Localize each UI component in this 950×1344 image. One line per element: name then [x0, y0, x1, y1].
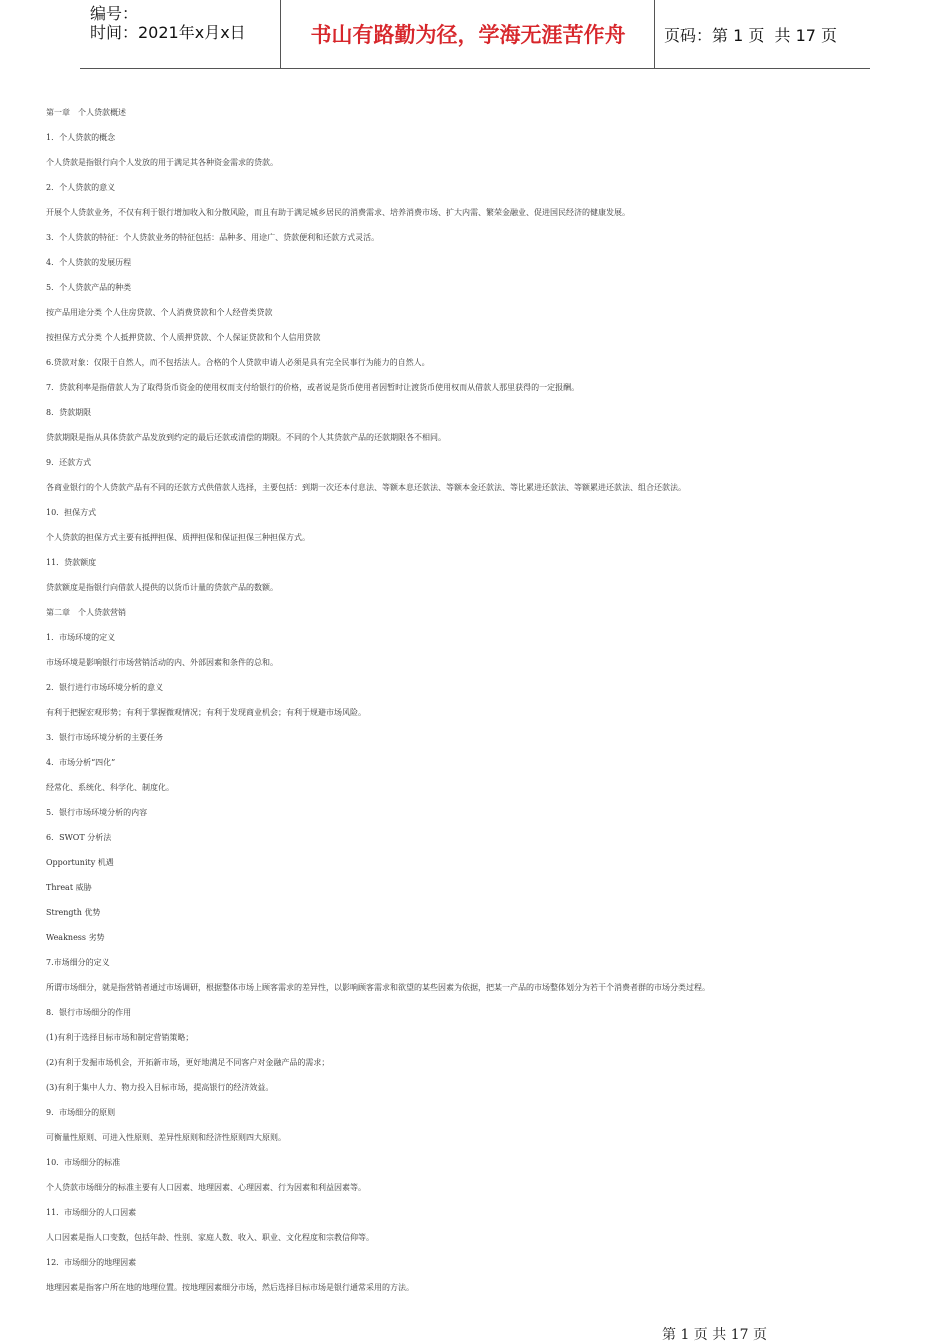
text-line: 8．银行市场细分的作用	[46, 1008, 132, 1017]
text-line: 第一章 个人贷款概述	[46, 108, 126, 117]
document-body	[46, 100, 906, 1300]
text-line: 所谓市场细分，就是指营销者通过市场调研，根据整体市场上顾客需求的差异性，以影响顾客需求和欲望的某些因素为依据，把某一产品的市场整体划分为若干个消费者群的市场分类过程。	[46, 983, 710, 992]
header-page-info: 页码：第 1 页 共 17 页	[664, 25, 838, 45]
text-line: 可衡量性原则、可进入性原则、差异性原则和经济性原则四大原则。	[46, 1133, 286, 1142]
text-line: 8．贷款期限	[46, 408, 92, 417]
text-line: 各商业银行的个人贷款产品有不同的还款方式供借款人选择，主要包括：到期一次还本付息法、等额本息还款法、等额本金还款法、等比累进还款法、等额累进还款法、组合还款法。	[46, 483, 686, 492]
text-line: 11．贷款额度	[46, 558, 97, 567]
text-line: 个人贷款是指银行向个人发放的用于满足其各种资金需求的贷款。	[46, 158, 278, 167]
text-line: Opportunity 机遇	[46, 858, 114, 867]
text-line: 6．SWOT 分析法	[46, 833, 112, 842]
text-line: 10．担保方式	[46, 508, 97, 517]
text-line: 个人贷款市场细分的标准主要有人口因素、地理因素、心理因素、行为因素和利益因素等。	[46, 1183, 366, 1192]
text-line: (3)有利于集中人力、物力投入目标市场，提高银行的经济效益。	[46, 1083, 274, 1092]
header-motto: 书山有路勤为径，学海无涯苦作舟	[310, 23, 626, 47]
text-line: 人口因素是指人口变数，包括年龄、性别、家庭人数、收入、职业、文化程度和宗教信仰等。	[46, 1233, 374, 1242]
number-label: 编号：	[90, 4, 139, 23]
page-footer: 第 1 页 共 17 页	[662, 1327, 767, 1343]
text-line: (2)有利于发掘市场机会，开拓新市场，更好地满足不同客户对金融产品的需求；	[46, 1058, 330, 1067]
text-line: 经常化、系统化、科学化、制度化。	[46, 783, 174, 792]
text-line: 9．还款方式	[46, 458, 92, 467]
text-line: 5．个人贷款产品的种类	[46, 283, 132, 292]
text-line: 3．银行市场环境分析的主要任务	[46, 733, 164, 742]
text-line: 9．市场细分的原则	[46, 1108, 116, 1117]
document-header	[80, 0, 870, 69]
text-line: 贷款期限是指从具体贷款产品发放到约定的最后还款或清偿的期限。不同的个人其贷款产品的还款期限各不相同。	[46, 433, 446, 442]
header-divider	[654, 0, 655, 68]
text-line: 7．贷款利率是指借款人为了取得货币资金的使用权而支付给银行的价格，或者说是货币使用者因暂时让渡货币使用权而从借款人那里获得的一定报酬。	[46, 383, 580, 392]
header-meta	[90, 4, 246, 42]
text-line: 3．个人贷款的特征：个人贷款业务的特征包括：品种多、用途广、贷款便利和还款方式灵活。	[46, 233, 380, 242]
text-line: 10．市场细分的标准	[46, 1158, 121, 1167]
text-line: 4．市场分析“四化”	[46, 758, 116, 767]
text-line: 1．市场环境的定义	[46, 633, 116, 642]
text-line: 2．银行进行市场环境分析的意义	[46, 683, 164, 692]
text-line: 6.贷款对象：仅限于自然人，而不包括法人。合格的个人贷款申请人必须是具有完全民事行为能力的自然人。	[46, 358, 430, 367]
text-line: 开展个人贷款业务，不仅有利于银行增加收入和分散风险，而且有助于满足城乡居民的消费需求、培养消费市场、扩大内需、繁荣金融业、促进国民经济的健康发展。	[46, 208, 630, 217]
text-line: 7.市场细分的定义	[46, 958, 110, 967]
text-line: 2．个人贷款的意义	[46, 183, 116, 192]
text-line: 个人贷款的担保方式主要有抵押担保、质押担保和保证担保三种担保方式。	[46, 533, 310, 542]
text-line: 按产品用途分类 个人住房贷款、个人消费贷款和个人经营类贷款	[46, 308, 273, 317]
text-line: 地理因素是指客户所在地的地理位置。按地理因素细分市场，然后选择目标市场是银行通常采用的方法。	[46, 1283, 414, 1292]
header-divider	[280, 0, 281, 68]
text-line: (1)有利于选择目标市场和制定营销策略；	[46, 1033, 194, 1042]
text-line: 按担保方式分类 个人抵押贷款、个人质押贷款、个人保证贷款和个人信用贷款	[46, 333, 321, 342]
text-line: 5．银行市场环境分析的内容	[46, 808, 148, 817]
text-line: 1．个人贷款的概念	[46, 133, 116, 142]
text-line: 贷款额度是指银行向借款人提供的以货币计量的贷款产品的数额。	[46, 583, 278, 592]
text-line: 市场环境是影响银行市场营销活动的内、外部因素和条件的总和。	[46, 658, 278, 667]
text-line: Threat 威胁	[46, 883, 92, 892]
text-line: 12．市场细分的地理因素	[46, 1258, 137, 1267]
text-line: Strength 优势	[46, 908, 101, 917]
text-line: 第二章 个人贷款营销	[46, 608, 126, 617]
text-line: 4．个人贷款的发展历程	[46, 258, 132, 267]
text-line: 有利于把握宏观形势；有利于掌握微观情况；有利于发现商业机会；有利于规避市场风险。	[46, 708, 366, 717]
date-line: 时间：2021年x月x日	[90, 23, 246, 42]
text-line: Weakness 劣势	[46, 933, 105, 942]
text-line: 11．市场细分的人口因素	[46, 1208, 137, 1217]
